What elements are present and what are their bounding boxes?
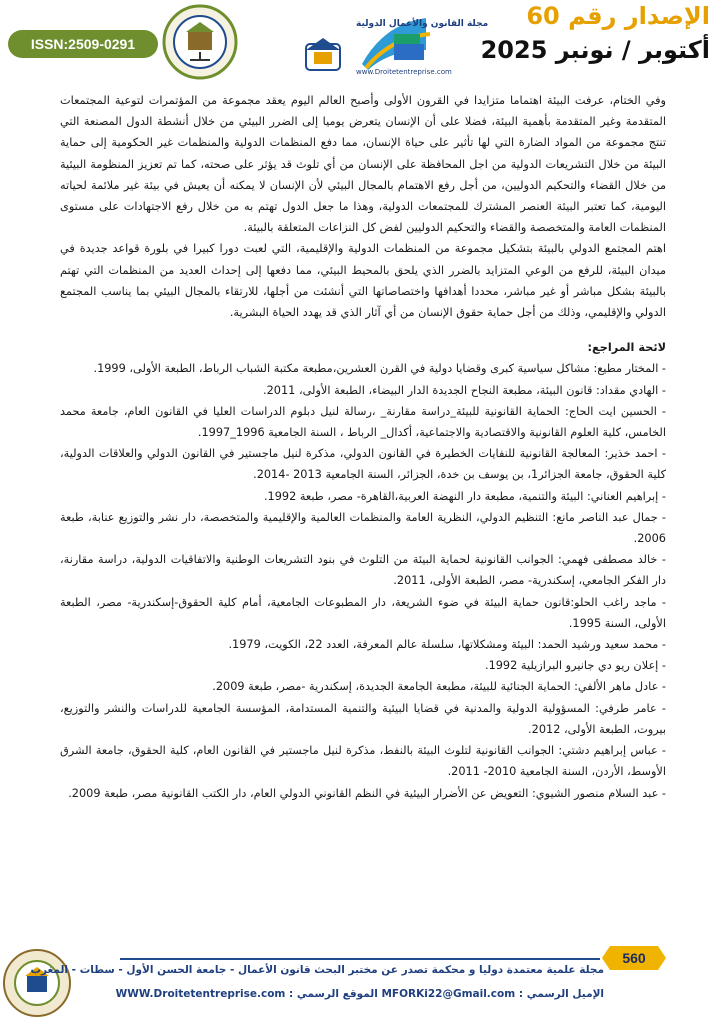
issn-badge: ISSN:2509-0291 (8, 30, 158, 58)
reference-item: - عباس إبراهيم دشتي: الجوانب القانونية لتلوث البيئة بالنفط، مذكرة لنيل ماجستير في القانون العام، كلية الحقوق، جامعة الشرق الأوسط، الأردن، السنة الجامعية 2010- 2011. (60, 744, 666, 779)
reference-item: - جمال عبد الناصر مانع: التنظيم الدولي، النظرية العامة والمنظمات العالمية والإقليمية والمتخصصة، دار نشر والتوزيع عنابة، طبعة 2006. (60, 510, 666, 546)
page-footer (0, 938, 724, 1024)
issue-number: الإصدار رقم 60 (526, 2, 710, 30)
issue-date: أكتوبر / نونبر 2025 (480, 36, 710, 64)
journal-books-logo (244, 4, 489, 78)
reference-item: - خالد مصطفى فهمي: الجوانب القانونية لحماية البيئة من التلوث في بنود التشريعات الوطنية والاتفاقيات الدولية، دراسة مقارنة، دار الفكر الجامعي، إسكندرية- مصر، الطبعة الأولى، 2011. (60, 553, 666, 588)
body-paragraph-2: اهتم المجتمع الدولي بالبيئة بتشكيل مجموعة من المنظمات الدولية والإقليمية، التي لعبت دورا كبيرا في بلورة قواعد جديدة في ميدان البيئة، للرفع من الوعي المتزايد بالضرر الذي يلحق بالمحيط البيئي، مما دفعها إلى إحداث العديد من المنظمات التي تهتم بالبيئة بشكل مباشر أو غير مباشر، محددا أهدافها واختصاصاتها التي أنشئت من أجلها، للارتقاء بالمجال البيئي بما يناسب المجتمع الدولي والإقليمي، وذلك من أجل حماية حقوق الإنسان من أي آثار الذي قد يهدد الحياة البشرية. (60, 242, 666, 320)
reference-item: - ماجد راغب الحلو:قانون حماية البيئة في ضوء الشريعة، دار المطبوعات الجامعية، أمام كلية الحقوق-إسكندرية- مصر، الطبعة الأولى، السنة 1995. (60, 595, 666, 630)
reference-item: - محمد سعيد ورشيد الحمد: البيئة ومشكلاتها، سلسلة عالم المعرفة، العدد 22، الكويت، 1979. (228, 638, 666, 652)
page-header (0, 0, 724, 82)
reference-item: - الحسين ايت الحاج: الحماية القانونية للبيئة_دراسة مقارنة_ ،رسالة لنيل دبلوم الدراسات العليا في القانون العام، جامعة محمد الخامس، كلية العلوم القانونية والاقتصادية والاجتماعية، أكدال_ الرباط ، السنة الجامعية 1996_1997. (60, 404, 666, 440)
body-paragraph-1: وفي الختام، عرفت البيئة اهتماما متزايدا في القرون الأولى وأصبح العالم اليوم يعقد مجموعة من المؤتمرات لتوعية المجتمعات المتقدمة وغير المتقدمة بأهمية البيئة، فضلا على أن الإنسان يتعرض يوميا إلى الضرر البيئي من خلال أنشطة الدول المصنعة التي تنتج مجموعة من المواد الضارة التي لها تأثير على حياة الإنسان، مما دفع المنظمات الدولية والمنظمات غير الحكومية إلى حماية البيئة من خلال التشريعات الدولية من اجل المحافظة على الإنسان من أي تلوث قد يؤثر على صحته، كما تم تعزيز المنظومة البيئية من خلال القضاء والتحكيم الدوليين، من أجل رفع الاهتمام بالمجال البيئي لأن الإنسان لا يمكنه أن يعيش في بيئة غير ملائمة لحياته اليومية، كما تعتبر البيئة العنصر المشترك للمجتمعات الدولية، وهذا ما جعل الدول تهتم به من خلال رفع الاجتهادات على مستوى المنظمات العامة والمتخصصة والقضاء والتحكيم الدوليين لفض كل النزاعات المتعلقة بالبيئة. (60, 94, 666, 235)
footer-divider (120, 958, 600, 960)
footer-seal-logo (2, 948, 72, 1018)
journal-website-text: www.Droitetentreprise.com (356, 68, 452, 76)
reference-item: - احمد خذير: المعالجة القانونية للنفايات الخطيرة في القانون الدولي، مذكرة لنيل ماجستير في القانون الدولي والعلاقات الدولية، كلية الحقوق، جامعة الجزائر1، بن يوسف بن خدة، الجزائر، السنة الجامعية 2013 -2014. (60, 447, 666, 482)
reference-item: - عامر طرفي: المسؤولية الدولية والمدنية في قضايا البيئية والتنمية المستدامة، المؤسسة الجامعية للدراسات والنشر والتوزيع، بيروت، الطبعة الأولى، 2012. (60, 701, 666, 736)
reference-item: - إبراهيم العناني: البيئة والتنمية، مطبعة دار النهضة العربية،القاهرة- مصر، طبعة 1992. (263, 489, 666, 503)
reference-item: - المختار مطيع: مشاكل سياسية كبرى وقضايا دولية في القرن العشرين،مطبعة مكتبة الشباب الرباط، الطبعة الأولى، 1999. (93, 362, 666, 376)
references-title: لائحة المراجع: (587, 341, 666, 355)
article-body (60, 90, 666, 804)
journal-name-text: مجلة القانون والأعمال الدولية (356, 19, 489, 29)
page-number: 560 (622, 950, 646, 966)
reference-item: - الهادي مقداد: قانون البيئة، مطبعة النجاح الجديدة الدار البيضاء، الطبعة الأولى، 2011. (263, 383, 666, 397)
lab-seal-logo (162, 4, 238, 80)
footer-contact-info: الإميل الرسمي : MFORKi22@Gmail.com الموقع الرسمي : WWW.Droitetentreprise.com (115, 988, 604, 1000)
footer-journal-description: مجلة علمية معتمدة دوليا و محكمة تصدر عن مختبر البحث قانون الأعمال - جامعة الحسن الأول - سطات - المغرب (30, 964, 604, 976)
reference-item: - عبد السلام منصور الشيوي: التعويض عن الأضرار البيئية في النظم القانوني الدولي العام، دار الكتب القانونية مصر، طبعة 2009. (68, 786, 666, 800)
reference-item: - عادل ماهر الألفي: الحماية الجنائية للبيئة، مطبعة الجامعة الجديدة، إسكندرية -مصر، طبعة 2009. (212, 680, 666, 694)
reference-item: - إعلان ريو دي جانيرو البرازيلية 1992. (484, 659, 666, 673)
